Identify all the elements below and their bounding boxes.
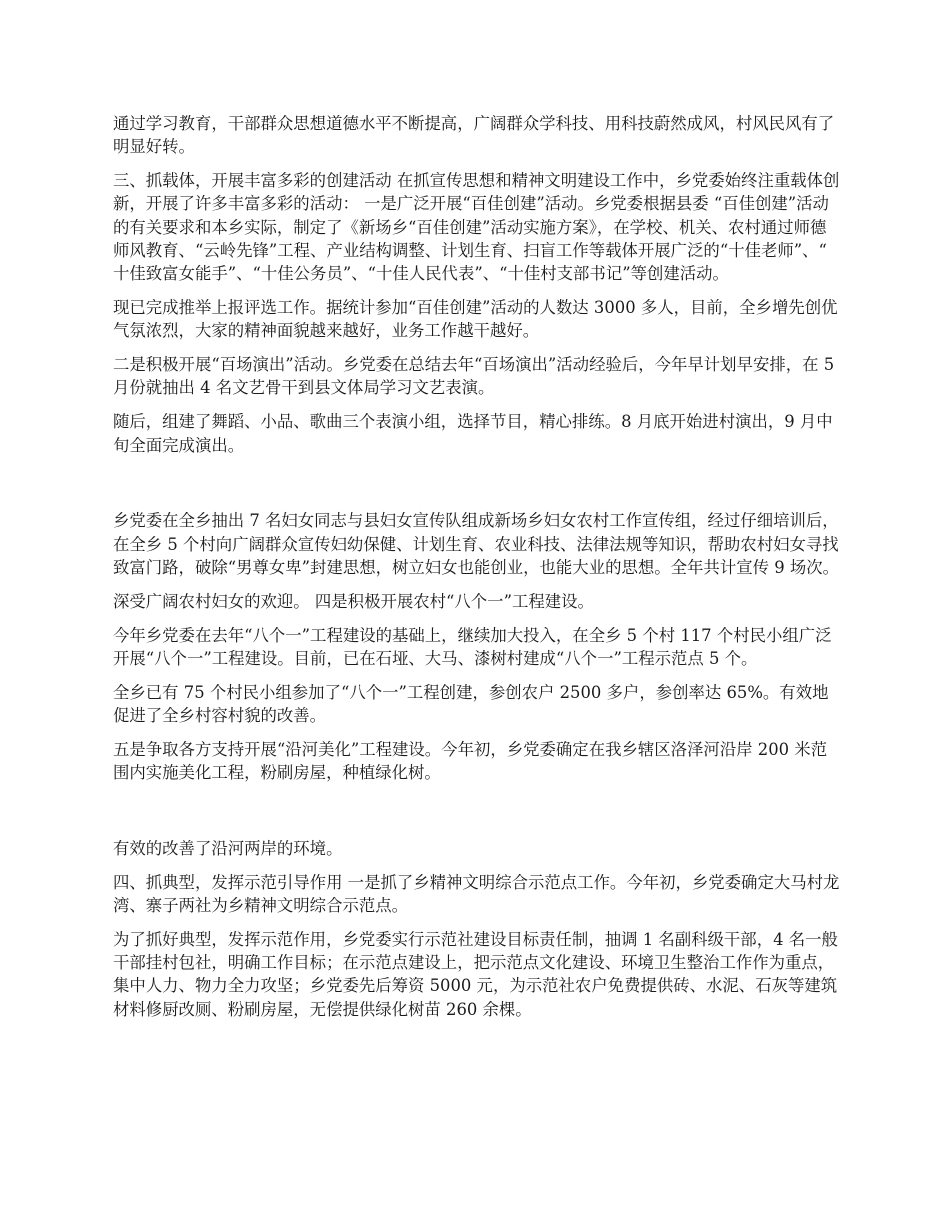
document-body (113, 112, 840, 1031)
paragraph-river-environment: 有效的改善了沿河两岸的环境。 (113, 838, 343, 858)
paragraph-selection-complete: 现已完成推举上报评选工作。据统计参加“百佳创建”活动的人数达 3000 多人，目前，全乡增先创优气氛浓烈，大家的精神面貌越来越好，业务工作越干越好。 (113, 298, 838, 341)
paragraph-performance-groups: 随后，组建了舞蹈、小品、歌曲三个表演小组，选择节目，精心排练。8 月底开始进村演出，9 月中旬全面完成演出。 (113, 412, 833, 455)
paragraph-eight-ones-intro: 深受广阔农村妇女的欢迎。 四是积极开展农村“八个一”工程建设。 (113, 591, 594, 611)
paragraph-eight-ones-progress: 今年乡党委在去年“八个一”工程建设的基础上，继续加大投入，在全乡 5 个村 117 个村民小组广泛开展“八个一”工程建设。目前，已在石垭、大马、漆树村建成“八个一”工程示范点 5 个。 (113, 625, 832, 668)
paragraph-women-propaganda: 乡党委在全乡抽出 7 名妇女同志与县妇女宣传队组成新场乡妇女农村工作宣传组，经过仔细培训后，在全乡 5 个村向广阔群众宣传妇幼保健、计划生育、农业科技、法律法规等知识，帮助农村妇女寻找致富门路，破除“男尊女卑”封建思想，树立妇女也能创业，也能大业的思想。全年共计宣传 9 场次。 (113, 511, 840, 577)
paragraph-river-beautification: 五是争取各方支持开展“沿河美化”工程建设。今年初，乡党委确定在我乡辖区洛泽河沿岸 200 米范围内实施美化工程，粉刷房屋，种植绿化树。 (113, 739, 828, 783)
paragraph-model-responsibility: 为了抓好典型，发挥示范作用，乡党委实行示范社建设目标责任制，抽调 1 名副科级干部，4 名一般干部挂村包社，明确工作目标；在示范点建设上，把示范点文化建设、环境卫生整治工作作为重点，集中人力、物力全力攻坚；乡党委先后筹资 5000 元，为示范社农户免费提供砖、水泥、石灰等建筑材料修厨改厕、粉刷房屋，无偿提供绿化树苗 260 余棵。 (113, 929, 838, 1019)
paragraph-study-education: 通过学习教育，干部群众思想道德水平不断提高，广阔群众学科技、用科技蔚然成风，村风民风有了明显好转。 (113, 114, 835, 157)
paragraph-hundred-performances: 二是积极开展“百场演出”活动。乡党委在总结去年“百场演出”活动经验后，今年早计划早安排，在 5 月份就抽出 4 名文艺骨干到县文体局学习文艺表演。 (113, 355, 835, 398)
section-gap (113, 795, 840, 837)
section-gap (113, 467, 840, 509)
paragraph-eight-ones-participation: 全乡已有 75 个村民小组参加了“八个一”工程创建，参创农户 2500 多户，参创率达 65%。有效地促进了全乡村容村貌的改善。 (113, 682, 829, 725)
paragraph-carrier-activities: 三、抓载体，开展丰富多彩的创建活动 在抓宣传思想和精神文明建设工作中，乡党委始终注重载体创新，开展了许多丰富多彩的活动： 一是广泛开展“百佳创建”活动。乡党委根据县委 “百佳创建”活动的有关要求和本乡实际，制定了《新场乡“百佳创建”活动实施方案》，在学校、机关、农村通过师德师风教育、“云岭先锋”工程、产业结构调整、计划生育、扫盲工作等载体开展广泛的“十佳老师”、“十佳致富女能手”、“十佳公务员”、“十佳人民代表”、“十佳村支部书记”等创建活动。 (113, 171, 840, 284)
paragraph-model-demonstration: 四、抓典型，发挥示范引导作用 一是抓了乡精神文明综合示范点工作。今年初，乡党委确定大马村龙湾、寨子两社为乡精神文明综合示范点。 (113, 872, 840, 915)
